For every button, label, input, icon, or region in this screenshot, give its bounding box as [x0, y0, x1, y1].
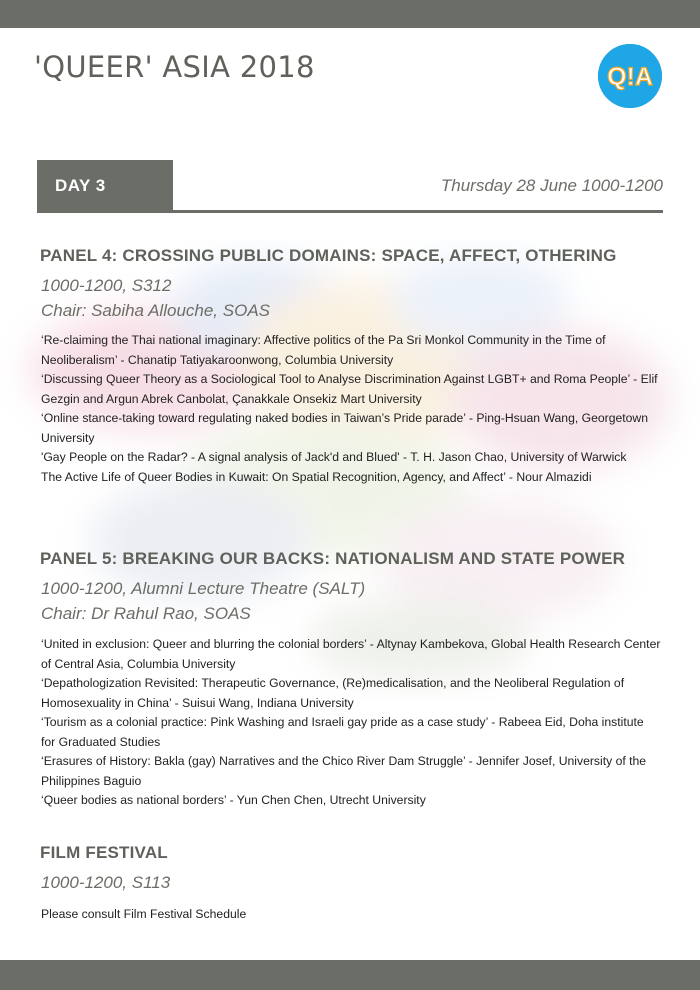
panel-5-talk-list [41, 635, 661, 811]
talk-item: ‘United in exclusion: Queer and blurring the colonial borders’ - Altynay Kambekova, Global Health Research Center of Central Asia, Columbia University [41, 637, 661, 671]
film-festival-note: Please consult Film Festival Schedule [41, 907, 247, 921]
logo-icon [598, 44, 662, 108]
queer-asia-logo [598, 44, 662, 108]
bottom-bar [0, 960, 700, 990]
top-bar [0, 0, 700, 28]
day-date: Thursday 28 June 1000-1200 [440, 176, 663, 195]
day-badge [37, 160, 173, 213]
panel-5-chair: Chair: Dr Rahul Rao, SOAS [41, 604, 251, 623]
talk-item: ‘Erasures of History: Bakla (gay) Narratives and the Chico River Dam Struggle’ - Jennifer Josef, University of the Philippines Baguio [41, 754, 647, 788]
talk-item: ‘Discussing Queer Theory as a Sociological Tool to Analyse Discrimination Against LGBT+ and Roma People’ - Elif Gezgin and Argun Abrek Canbolat, Çanakkale Onsekiz Mart University [41, 372, 658, 406]
panel-5-time-room: 1000-1200, Alumni Lecture Theatre (SALT) [41, 579, 366, 598]
talk-item: ‘Queer bodies as national borders’ - Yun Chen Chen, Utrecht University [41, 793, 426, 807]
talk-item: ‘Depathologization Revisited: Therapeutic Governance, (Re)medicalisation, and the Neoliberal Regulation of Homosexuality in China’ - Suisui Wang, Indiana University [41, 676, 625, 710]
talk-item: 'Gay People on the Radar? - A signal analysis of Jack'd and Blued' - T. H. Jason Chao, University of Warwick [41, 450, 627, 464]
logo-text: Q!A [607, 63, 653, 91]
panel-4-talk-list [41, 331, 661, 487]
film-festival-title: FILM FESTIVAL [40, 843, 168, 862]
talk-item: The Active Life of Queer Bodies in Kuwait: On Spatial Recognition, Agency, and Affect’ - Nour Almazidi [41, 469, 592, 484]
talk-item: ‘Tourism as a colonial practice: Pink Washing and Israeli gay pride as a case study’ - Rabeea Eid, Doha institute for Graduated Studies [41, 715, 644, 749]
day-label: DAY 3 [55, 176, 106, 195]
day-header [37, 160, 663, 213]
page-title: 'QUEER' ASIA 2018 [34, 50, 315, 84]
film-festival-time-room: 1000-1200, S113 [41, 873, 171, 892]
panel-4-chair: Chair: Sabiha Allouche, SOAS [41, 301, 270, 320]
day-divider [37, 210, 663, 213]
talk-item: ‘Online stance-taking toward regulating naked bodies in Taiwan’s Pride parade’ - Ping-Hsuan Wang, Georgetown University [41, 411, 649, 445]
panel-4-time-room: 1000-1200, S312 [41, 276, 172, 295]
panel-4-title: PANEL 4: CROSSING PUBLIC DOMAINS: SPACE, AFFECT, OTHERING [40, 246, 617, 265]
panel-5-title: PANEL 5: BREAKING OUR BACKS: NATIONALISM AND STATE POWER [40, 549, 626, 568]
talk-item: ‘Re-claiming the Thai national imaginary: Affective politics of the Pa Sri Monkol Community in the Time of Neoliberalism’ - Chanatip Tatiyakaroonwong, Columbia University [41, 333, 606, 367]
